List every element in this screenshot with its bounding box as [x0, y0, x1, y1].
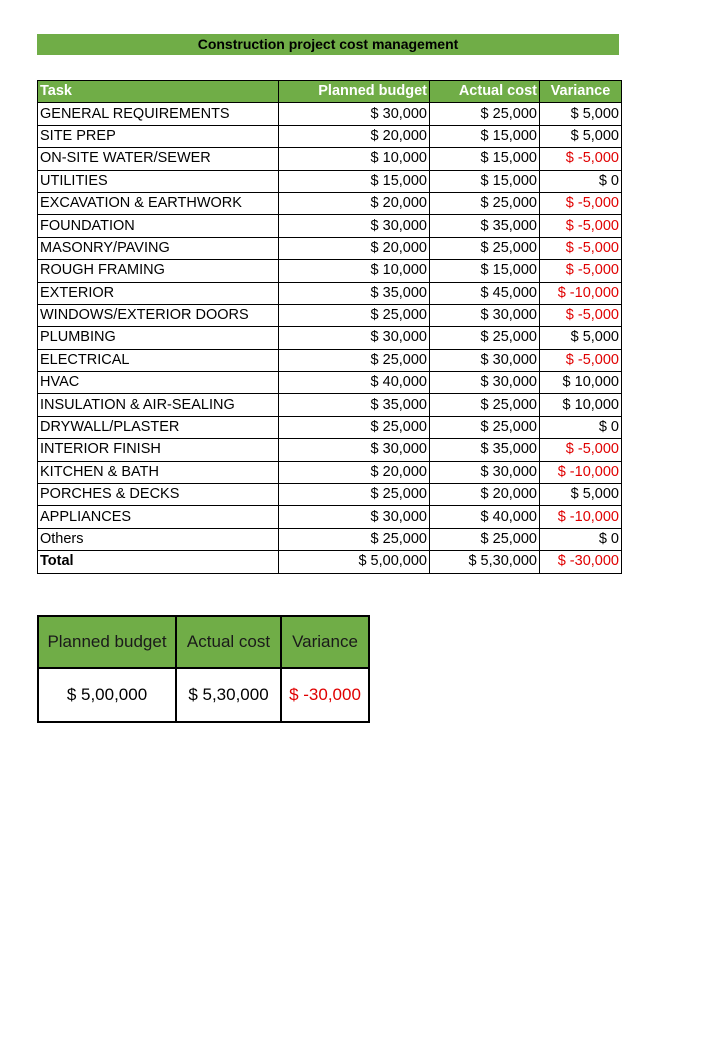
variance-cell[interactable]: $ -10,000	[540, 461, 622, 483]
planned-cell[interactable]: $ 10,000	[279, 148, 430, 170]
summary-actual[interactable]: $ 5,30,000	[176, 668, 281, 722]
task-cell[interactable]: EXCAVATION & EARTHWORK	[38, 192, 279, 214]
variance-cell[interactable]: $ -5,000	[540, 304, 622, 326]
variance-cell[interactable]: $ 5,000	[540, 125, 622, 147]
variance-cell[interactable]: $ 0	[540, 416, 622, 438]
cost-table	[37, 80, 622, 574]
planned-cell[interactable]: $ 30,000	[279, 215, 430, 237]
variance-cell[interactable]: $ -5,000	[540, 215, 622, 237]
variance-cell[interactable]: $ 10,000	[540, 372, 622, 394]
header-variance[interactable]: Variance	[540, 81, 622, 103]
summary-header-row	[38, 616, 369, 668]
planned-cell[interactable]: $ 25,000	[279, 484, 430, 506]
planned-cell[interactable]: $ 35,000	[279, 282, 430, 304]
variance-cell[interactable]: $ 5,000	[540, 484, 622, 506]
table-row	[38, 327, 622, 349]
actual-cell[interactable]: $ 25,000	[430, 528, 540, 550]
table-row	[38, 192, 622, 214]
task-cell[interactable]: ON-SITE WATER/SEWER	[38, 148, 279, 170]
summary-planned[interactable]: $ 5,00,000	[38, 668, 176, 722]
task-cell[interactable]: GENERAL REQUIREMENTS	[38, 103, 279, 125]
table-row	[38, 528, 622, 550]
actual-cell[interactable]: $ 15,000	[430, 125, 540, 147]
actual-cell[interactable]: $ 15,000	[430, 260, 540, 282]
total-label[interactable]: Total	[38, 551, 279, 573]
summary-variance[interactable]: $ -30,000	[281, 668, 369, 722]
table-row	[38, 215, 622, 237]
summary-header-planned[interactable]: Planned budget	[38, 616, 176, 668]
task-cell[interactable]: UTILITIES	[38, 170, 279, 192]
total-variance[interactable]: $ -30,000	[540, 551, 622, 573]
table-row	[38, 506, 622, 528]
actual-cell[interactable]: $ 35,000	[430, 439, 540, 461]
header-row	[38, 81, 622, 103]
variance-cell[interactable]: $ -5,000	[540, 192, 622, 214]
task-cell[interactable]: PLUMBING	[38, 327, 279, 349]
table-row	[38, 304, 622, 326]
actual-cell[interactable]: $ 30,000	[430, 372, 540, 394]
actual-cell[interactable]: $ 15,000	[430, 170, 540, 192]
table-row	[38, 394, 622, 416]
task-cell[interactable]: PORCHES & DECKS	[38, 484, 279, 506]
table-row	[38, 148, 622, 170]
variance-cell[interactable]: $ -5,000	[540, 260, 622, 282]
task-cell[interactable]: EXTERIOR	[38, 282, 279, 304]
variance-cell[interactable]: $ -5,000	[540, 439, 622, 461]
variance-cell[interactable]: $ -5,000	[540, 349, 622, 371]
task-cell[interactable]: SITE PREP	[38, 125, 279, 147]
total-planned[interactable]: $ 5,00,000	[279, 551, 430, 573]
task-cell[interactable]: Others	[38, 528, 279, 550]
planned-cell[interactable]: $ 10,000	[279, 260, 430, 282]
task-cell[interactable]: MASONRY/PAVING	[38, 237, 279, 259]
table-row	[38, 349, 622, 371]
variance-cell[interactable]: $ 10,000	[540, 394, 622, 416]
table-row	[38, 103, 622, 125]
planned-cell[interactable]: $ 25,000	[279, 416, 430, 438]
summary-header-variance[interactable]: Variance	[281, 616, 369, 668]
task-cell[interactable]: ROUGH FRAMING	[38, 260, 279, 282]
task-cell[interactable]: DRYWALL/PLASTER	[38, 416, 279, 438]
planned-cell[interactable]: $ 25,000	[279, 304, 430, 326]
variance-cell[interactable]: $ -10,000	[540, 282, 622, 304]
actual-cell[interactable]: $ 40,000	[430, 506, 540, 528]
planned-cell[interactable]: $ 30,000	[279, 103, 430, 125]
total-row	[38, 551, 622, 573]
table-row	[38, 260, 622, 282]
variance-cell[interactable]: $ 0	[540, 528, 622, 550]
header-actual-cost[interactable]: Actual cost	[430, 81, 540, 103]
task-cell[interactable]: WINDOWS/EXTERIOR DOORS	[38, 304, 279, 326]
planned-cell[interactable]: $ 15,000	[279, 170, 430, 192]
task-cell[interactable]: ELECTRICAL	[38, 349, 279, 371]
actual-cell[interactable]: $ 30,000	[430, 349, 540, 371]
table-row	[38, 125, 622, 147]
task-cell[interactable]: HVAC	[38, 372, 279, 394]
actual-cell[interactable]: $ 30,000	[430, 304, 540, 326]
actual-cell[interactable]: $ 45,000	[430, 282, 540, 304]
planned-cell[interactable]: $ 20,000	[279, 192, 430, 214]
variance-cell[interactable]: $ -5,000	[540, 148, 622, 170]
variance-cell[interactable]: $ 0	[540, 170, 622, 192]
variance-cell[interactable]: $ 5,000	[540, 327, 622, 349]
summary-table	[37, 615, 370, 723]
planned-cell[interactable]: $ 30,000	[279, 439, 430, 461]
planned-cell[interactable]: $ 30,000	[279, 327, 430, 349]
actual-cell[interactable]: $ 15,000	[430, 148, 540, 170]
planned-cell[interactable]: $ 20,000	[279, 125, 430, 147]
planned-cell[interactable]: $ 35,000	[279, 394, 430, 416]
table-row	[38, 372, 622, 394]
header-task[interactable]: Task	[38, 81, 279, 103]
actual-cell[interactable]: $ 30,000	[430, 461, 540, 483]
variance-cell[interactable]: $ -10,000	[540, 506, 622, 528]
planned-cell[interactable]: $ 30,000	[279, 506, 430, 528]
task-cell[interactable]: APPLIANCES	[38, 506, 279, 528]
table-row	[38, 484, 622, 506]
actual-cell[interactable]: $ 25,000	[430, 192, 540, 214]
table-row	[38, 282, 622, 304]
summary-header-actual[interactable]: Actual cost	[176, 616, 281, 668]
planned-cell[interactable]: $ 25,000	[279, 528, 430, 550]
table-row	[38, 439, 622, 461]
sheet-title: Construction project cost management	[37, 34, 619, 55]
actual-cell[interactable]: $ 25,000	[430, 416, 540, 438]
planned-cell[interactable]: $ 20,000	[279, 237, 430, 259]
header-planned-budget[interactable]: Planned budget	[279, 81, 430, 103]
task-cell[interactable]: INTERIOR FINISH	[38, 439, 279, 461]
variance-cell[interactable]: $ 5,000	[540, 103, 622, 125]
actual-cell[interactable]: $ 35,000	[430, 215, 540, 237]
actual-cell[interactable]: $ 25,000	[430, 237, 540, 259]
total-actual[interactable]: $ 5,30,000	[430, 551, 540, 573]
table-row	[38, 170, 622, 192]
planned-cell[interactable]: $ 20,000	[279, 461, 430, 483]
table-row	[38, 416, 622, 438]
variance-cell[interactable]: $ -5,000	[540, 237, 622, 259]
task-cell[interactable]: INSULATION & AIR-SEALING	[38, 394, 279, 416]
planned-cell[interactable]: $ 25,000	[279, 349, 430, 371]
planned-cell[interactable]: $ 40,000	[279, 372, 430, 394]
task-cell[interactable]: FOUNDATION	[38, 215, 279, 237]
actual-cell[interactable]: $ 25,000	[430, 103, 540, 125]
summary-values-row	[38, 668, 369, 722]
task-cell[interactable]: KITCHEN & BATH	[38, 461, 279, 483]
actual-cell[interactable]: $ 25,000	[430, 327, 540, 349]
actual-cell[interactable]: $ 20,000	[430, 484, 540, 506]
table-row	[38, 461, 622, 483]
table-row	[38, 237, 622, 259]
actual-cell[interactable]: $ 25,000	[430, 394, 540, 416]
